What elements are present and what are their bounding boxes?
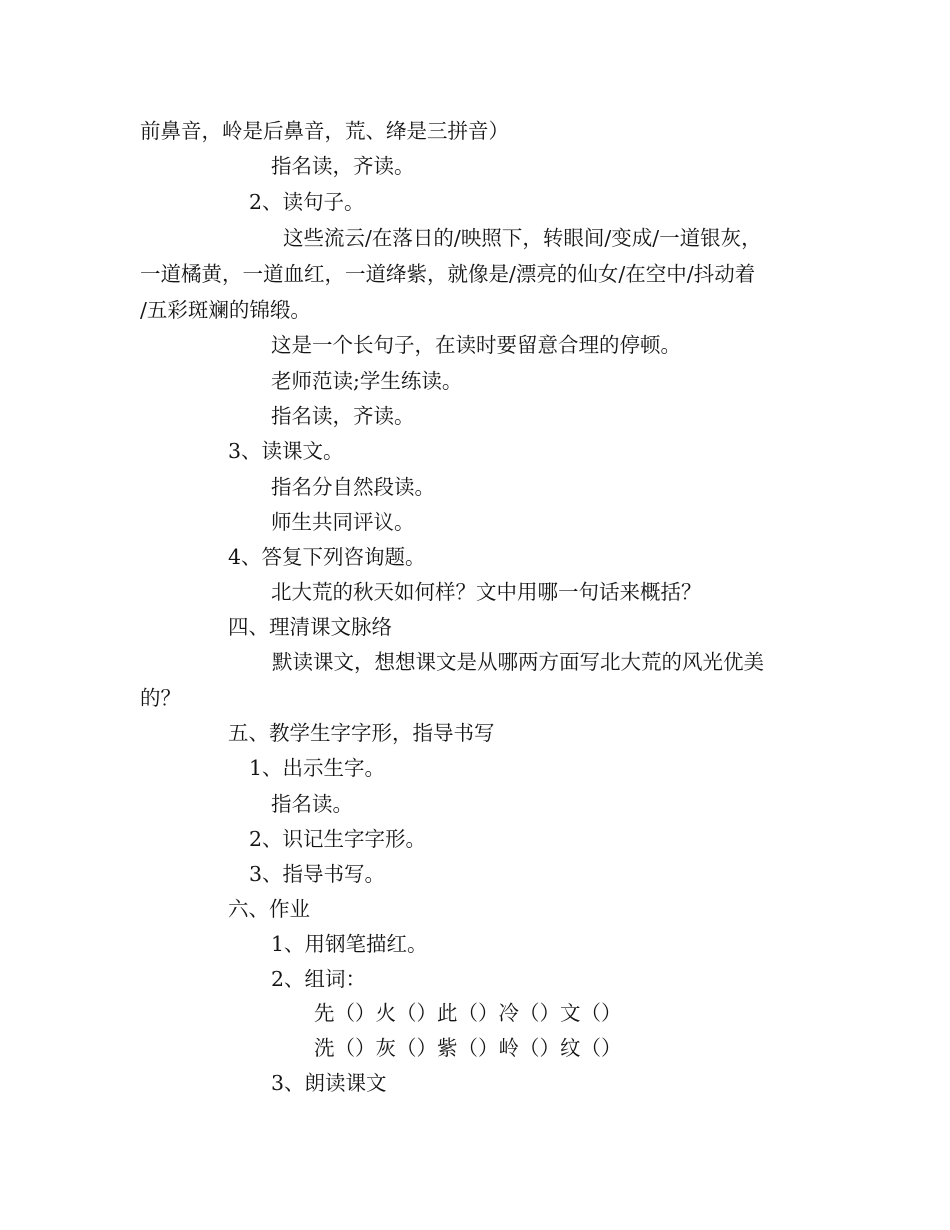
text-line: 指名读，齐读。 [271, 154, 415, 178]
text-line: 2、识记生字字形。 [249, 827, 427, 851]
text-line: 的？ [140, 686, 181, 710]
text-line: 这是一个长句子，在读时要留意合理的停顿。 [271, 333, 681, 357]
text-line: 2、读句子。 [249, 190, 365, 214]
text-line: /五彩斑斓的锦缎。 [140, 298, 311, 322]
text-line: 1、用钢笔描红。 [271, 932, 428, 956]
text-line: 3、读课文。 [228, 439, 344, 463]
text-line: 洗（）灰（）紫（）岭（）纹（） [314, 1036, 622, 1060]
text-line: 北大荒的秋天如何样？文中用哪一句话来概括？ [271, 580, 702, 604]
text-line: 3、指导书写。 [249, 862, 386, 886]
text-line: 六、作业 [228, 897, 310, 921]
text-line: 指名分自然段读。 [271, 475, 435, 499]
text-line: 2、组词： [271, 967, 367, 991]
text-line: 四、理清课文脉络 [228, 615, 392, 639]
text-line: 指名读。 [271, 792, 353, 816]
text-line: 这些流云/在落日的/映照下，转眼间/变成/一道银灰， [283, 226, 762, 250]
text-line: 五、教学生字字形，指导书写 [228, 721, 495, 745]
text-line: 老师范读;学生练读。 [271, 369, 463, 393]
text-line: 3、朗读课文 [271, 1071, 387, 1095]
text-line: 1、出示生字。 [249, 756, 386, 780]
text-line: 默读课文，想想课文是从哪两方面写北大荒的风光优美 [272, 650, 764, 674]
text-line: 一道橘黄，一道血红，一道绛紫，就像是/漂亮的仙女/在空中/抖动着 [140, 262, 756, 286]
text-line: 指名读，齐读。 [271, 404, 415, 428]
text-line: 先（）火（）此（）冷（）文（） [314, 1001, 622, 1025]
text-line: 师生共同评议。 [271, 510, 415, 534]
text-line: 前鼻音，岭是后鼻音，荒、绛是三拼音） [140, 119, 509, 143]
text-line: 4、答复下列咨询题。 [228, 545, 426, 569]
